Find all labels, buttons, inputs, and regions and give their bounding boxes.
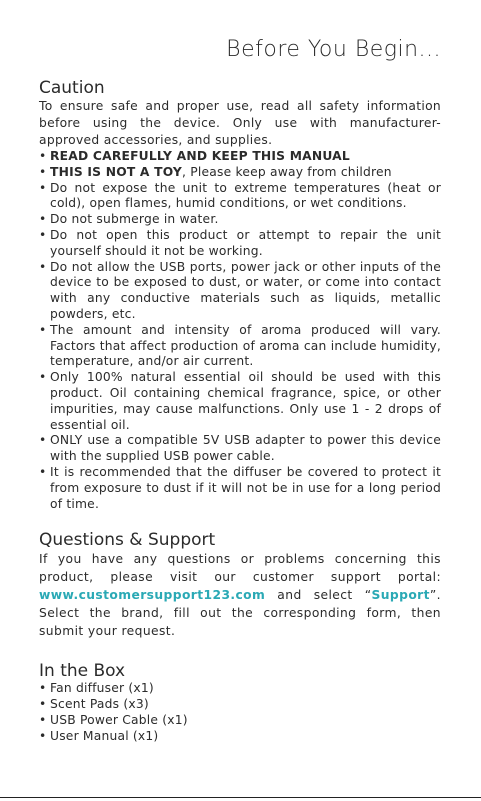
bullet-icon: • (39, 164, 47, 179)
caution-item (39, 370, 441, 433)
bullet-icon: • (39, 433, 47, 448)
bullet-icon: • (39, 370, 47, 385)
box-item (39, 729, 441, 745)
caution-item-text: It is recommended that the diffuser be covered to protect it from exposure to dust if it will not be in use for a long period of time. (50, 464, 441, 511)
support-paragraph (39, 550, 441, 640)
bullet-icon: • (39, 681, 47, 696)
bullet-icon: • (39, 149, 47, 163)
box-item-text: User Manual (x1) (50, 728, 159, 743)
caution-item-text: Only 100% natural essential oil should be used with this product. Oil containing chemical fragrance, spice, or other impurities, may cause malfunctions. Only use 1 - 2 drops of essential oil. (50, 370, 441, 432)
in-the-box-section (39, 661, 441, 744)
bottom-divider (0, 797, 481, 798)
support-text: and select “ (265, 588, 372, 603)
bullet-icon: • (39, 712, 47, 727)
caution-item (39, 323, 441, 370)
caution-item (39, 433, 441, 465)
bullet-icon: • (39, 227, 47, 242)
caution-item (39, 181, 441, 213)
bullet-icon: • (39, 464, 47, 479)
caution-intro: To ensure safe and proper use, read all safety information before using the device. Only use with manufacturer-approved accessories, and supplies. (39, 99, 441, 147)
caution-item-text: Do not submerge in water. (50, 212, 219, 227)
caution-item (39, 212, 441, 228)
content-column (39, 78, 441, 745)
caution-item-text: Do not open this product or attempt to repair the unit yourself should it not be working. (50, 227, 441, 258)
box-item (39, 681, 441, 697)
box-item-text: Scent Pads (x3) (50, 697, 149, 712)
caution-item (39, 165, 441, 181)
caution-item-bold-text: THIS IS NOT A TOY (50, 164, 183, 179)
box-item (39, 713, 441, 729)
support-heading: Questions & Support (39, 530, 216, 551)
support-option-link[interactable]: Support (371, 588, 430, 603)
bullet-icon: • (39, 728, 47, 743)
bullet-icon: • (39, 212, 47, 227)
caution-item (39, 465, 441, 512)
support-section (39, 530, 441, 640)
caution-item (39, 228, 441, 260)
caution-list (39, 149, 441, 512)
caution-item-text: ONLY use a compatible 5V USB adapter to power this device with the supplied USB power cable. (50, 433, 441, 464)
caution-item (39, 149, 441, 165)
caution-heading: Caution (39, 78, 105, 98)
support-text: If you have any questions or problems concerning this product, please visit our customer support portal: (39, 552, 441, 585)
box-item (39, 697, 441, 713)
caution-item-text: Do not allow the USB ports, power jack or other inputs of the device to be exposed to dust, or water, or come into contact with any conductive materials such as liquids, metallic powders, etc. (50, 259, 441, 321)
support-portal-link[interactable]: www.customersupport123.com (39, 588, 266, 603)
caution-item-text: Do not expose the unit to extreme temperatures (heat or cold), open flames, humid conditions, or wet conditions. (50, 180, 441, 211)
bullet-icon: • (39, 180, 47, 195)
caution-section (39, 78, 441, 512)
in-the-box-list (39, 681, 441, 744)
box-item-text: USB Power Cable (x1) (50, 712, 188, 727)
caution-item-text: , Please keep away from children (182, 164, 392, 179)
box-item-text: Fan diffuser (x1) (50, 681, 154, 696)
in-the-box-heading: In the Box (39, 661, 126, 682)
caution-item-text: READ CAREFULLY AND KEEP THIS MANUAL (50, 149, 350, 163)
caution-item-text: The amount and intensity of aroma produced will vary. Factors that affect production of aroma can include humidity, temperature, and/or air current. (50, 322, 441, 369)
bullet-icon: • (39, 259, 47, 274)
support-text: ”. Select the brand, fill out the corresponding form, then submit your request. (39, 588, 441, 639)
bullet-icon: • (39, 697, 47, 712)
bullet-icon: • (39, 322, 47, 337)
caution-item (39, 260, 441, 323)
page-title: Before You Begin... (226, 37, 441, 62)
